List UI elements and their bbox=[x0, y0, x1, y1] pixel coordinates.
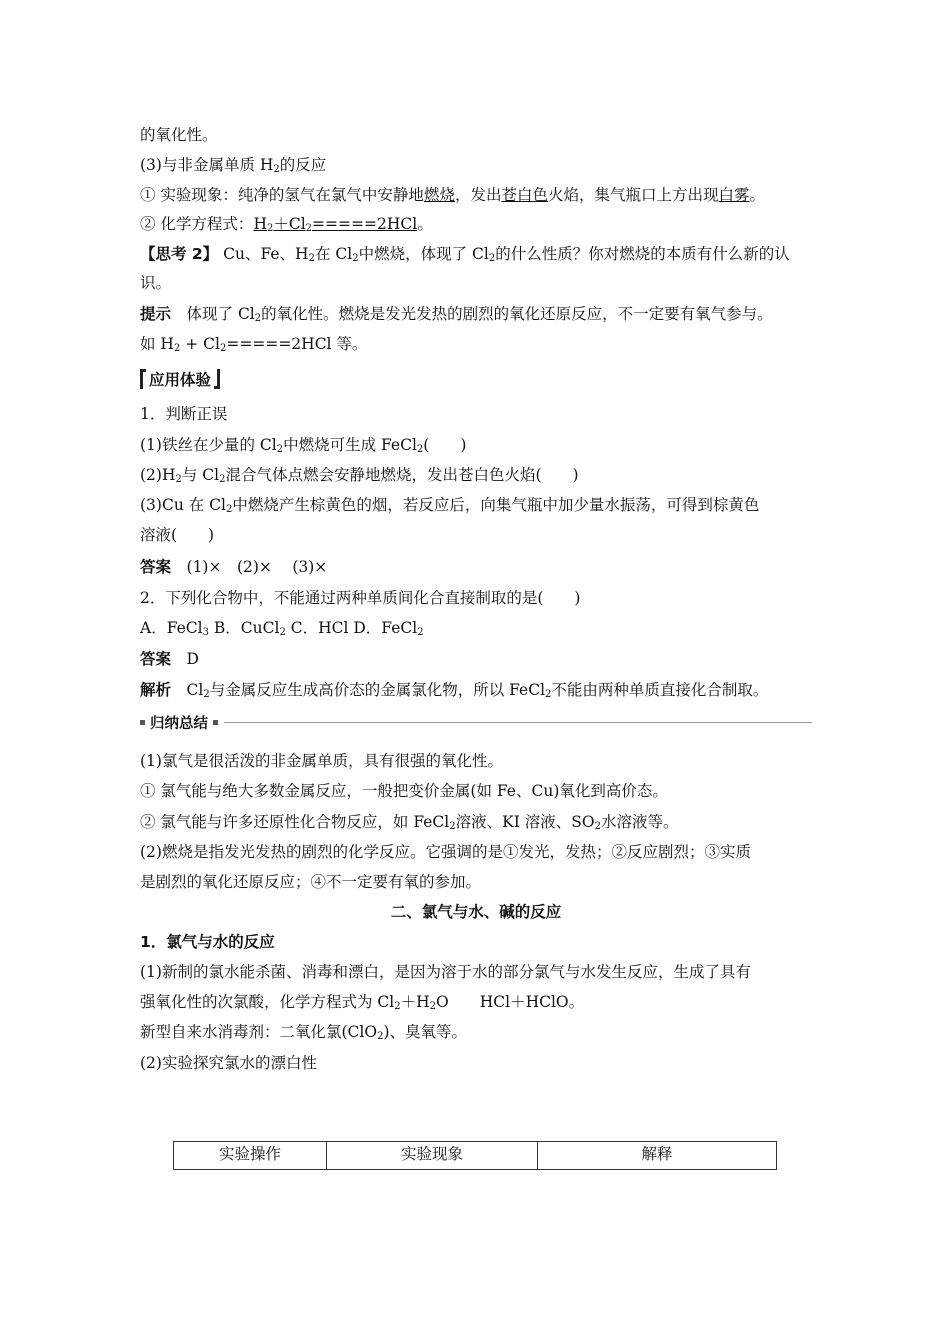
equation-line: ② 化学方程式：$H_2+Cl_2=====2HCl$。 bbox=[140, 215, 433, 234]
subsection-title: 1．氯气与水的反应 bbox=[140, 933, 275, 951]
text-line: ① 氯气能与绝大多数金属反应，一般把变价金属(如 Fe、Cu)氧化到高价态。 bbox=[140, 782, 668, 800]
text-line: 的氧化性。 bbox=[140, 126, 218, 144]
text-line: (1)氯气是很活泼的非金属单质，具有很强的氧化性。 bbox=[140, 752, 503, 770]
summary-heading: 归纳总结 bbox=[140, 712, 812, 732]
experiment-table bbox=[173, 1141, 777, 1170]
text-line: ② 氯气能与许多还原性化合物反应，如 FeCl$_2$溶液、KI 溶液、$SO_2$水溶液等。 bbox=[140, 813, 679, 832]
equation-line: 强氧化性的次氯酸，化学方程式为 $Cl_2+H_2O$ HCl＋HClO。 bbox=[140, 993, 585, 1012]
question-item: (1)铁丝在少量的 $Cl_2$中燃烧可生成 FeCl$_2$( ) bbox=[140, 436, 467, 455]
text-line: 是剧烈的氧化还原反应；④不一定要有氧的参加。 bbox=[140, 873, 482, 891]
table-header-cell: 实验操作 bbox=[174, 1142, 327, 1170]
text-line: (2)燃烧是指发光发热的剧烈的化学反应。它强调的是①发光，发热；②反应剧烈；③实质 bbox=[140, 843, 751, 861]
text-line: 识。 bbox=[140, 274, 172, 292]
text-line: 如 $H_2 + Cl_2=====2HCl$ 等。 bbox=[140, 335, 368, 354]
text-line: (3)与非金属单质 $H_2$的反应 bbox=[140, 156, 327, 175]
section-heading: 应用体验 bbox=[140, 367, 220, 391]
question-title: 2．下列化合物中，不能通过两种单质间化合直接制取的是( ) bbox=[140, 589, 581, 607]
answer-line: 答案 D bbox=[140, 650, 199, 668]
hint-line: 提示 体现了 $Cl_2$的氧化性。燃烧是发光发热的剧烈的氧化还原反应，不一定要有氧气参与。 bbox=[140, 305, 773, 324]
bracket-right-icon bbox=[214, 369, 220, 389]
question-title: 1．判断正误 bbox=[140, 405, 228, 423]
table-header-row bbox=[174, 1142, 777, 1170]
text-line: 新型自来水消毒剂：二氧化氯(ClO$_2$)、臭氧等。 bbox=[140, 1023, 468, 1042]
answer-line: 答案 (1)× (2)× (3)× bbox=[140, 558, 328, 576]
options-line: A．FeCl$_3$ B．CuCl$_2$ C．HCl D．FeCl$_2$ bbox=[140, 619, 424, 638]
square-bullet-icon bbox=[213, 720, 218, 725]
table-header-cell: 解释 bbox=[538, 1142, 777, 1170]
table-header-cell: 实验现象 bbox=[327, 1142, 538, 1170]
text-line: (1)新制的氯水能杀菌、消毒和漂白，是因为溶于水的部分氯气与水发生反应，生成了具有 bbox=[140, 963, 751, 981]
question-item: $(2)H_2$与 $Cl_2$混合气体点燃会安静地燃烧，发出苍白色火焰( ) bbox=[140, 466, 579, 485]
explanation-line: 解析 $Cl_2$与金属反应生成高价态的金属氯化物，所以 FeCl$_2$不能由两种单质直接化合制取。 bbox=[140, 681, 769, 700]
text-line: 溶液( ) bbox=[140, 526, 215, 544]
text-line: ① 实验现象：纯净的氢气在氯气中安静地燃烧，发出苍白色火焰，集气瓶口上方出现白雾。 bbox=[140, 186, 766, 204]
divider bbox=[224, 722, 812, 723]
text-line: (2)实验探究氯水的漂白性 bbox=[140, 1054, 317, 1072]
square-bullet-icon bbox=[140, 720, 145, 725]
think-question: 【思考 2】 Cu、Fe、$H_2$在 $Cl_2$中燃烧，体现了 $Cl_2$的什么性质？你对燃烧的本质有什么新的认 bbox=[140, 245, 790, 264]
question-item: (3)Cu 在 $Cl_2$中燃烧产生棕黄色的烟，若反应后，向集气瓶中加少量水振荡，可得到棕黄色 bbox=[140, 496, 760, 515]
bracket-left-icon bbox=[140, 369, 146, 389]
section-title: 二、氯气与水、碱的反应 bbox=[390, 903, 562, 921]
